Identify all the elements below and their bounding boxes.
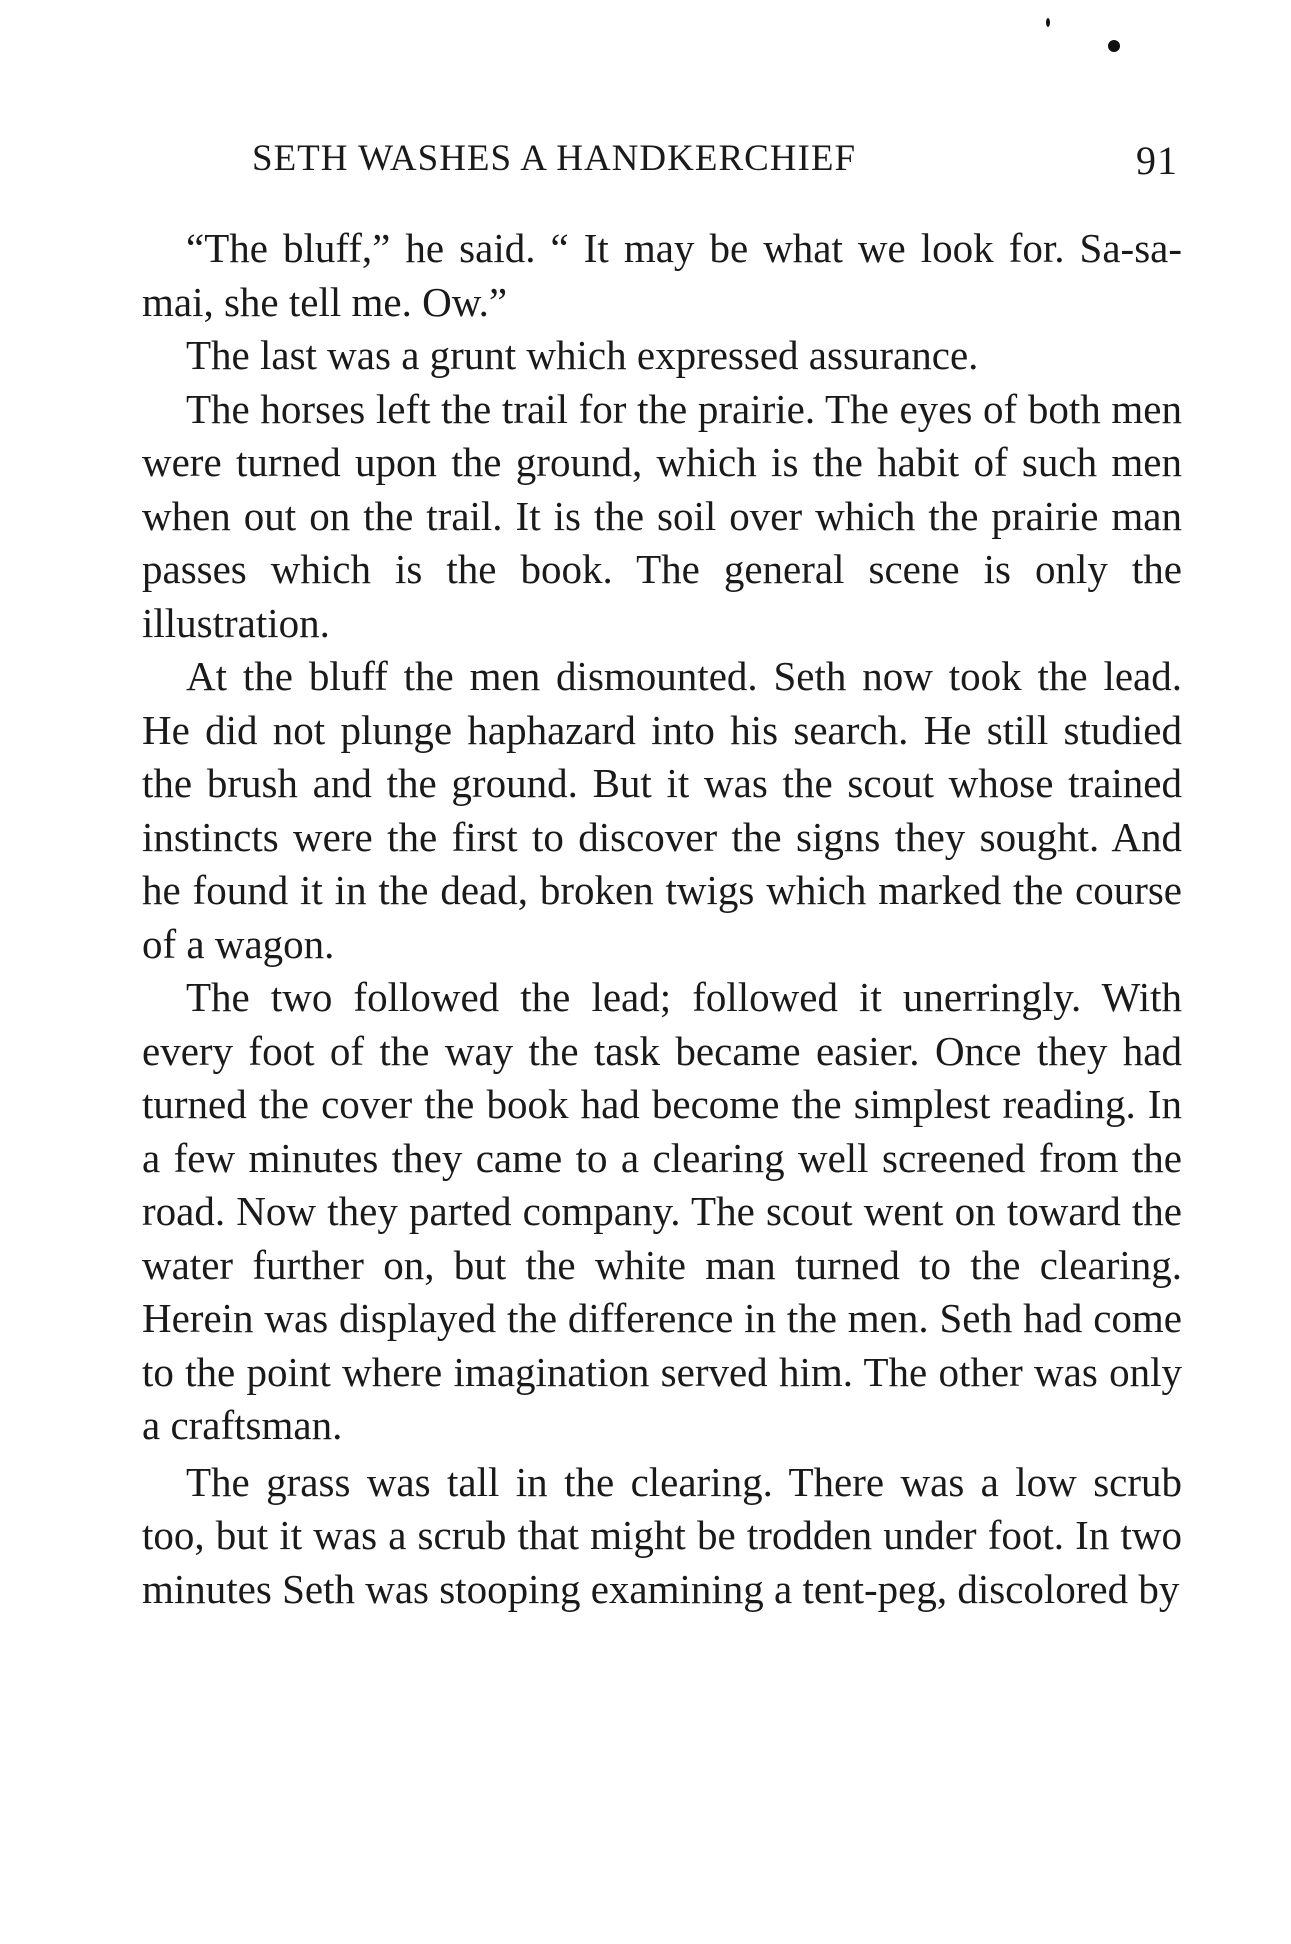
running-title: SETH WASHES A HANDKERCHIEF bbox=[252, 138, 857, 179]
paragraph: The grass was tall in the clearing. There was a low scrub too, but it was a scrub that might be trodden under foot. In two minutes Seth was stooping examining a tent-peg, discolored by bbox=[142, 1458, 1182, 1612]
ink-speck bbox=[1108, 40, 1120, 52]
body-text bbox=[142, 222, 1182, 1616]
ink-speck bbox=[1046, 18, 1050, 27]
paragraph: The horses left the trail for the prairie. The eyes of both men were turned upon the ground, which is the habit of such men when out on the trail. It is the soil over which the prairie man passes which is the book. The general scene is only the illustration. bbox=[142, 385, 1182, 646]
paragraph: The last was a grunt which expressed assurance. bbox=[186, 332, 979, 378]
running-header bbox=[252, 137, 1192, 187]
page-number: 91 bbox=[1136, 138, 1178, 183]
paragraph: At the bluff the men dismounted. Seth now took the lead. He did not plunge haphazard into his search. He still studied the brush and the ground. But it was the scout whose trained instincts were the first to discover the signs they sought. And he found it in the dead, broken twigs which marked the course of a wagon. bbox=[142, 653, 1182, 967]
paragraph: “The bluff,” he said. “ It may be what we look for. Sa-sa-mai, she tell me. Ow.” bbox=[142, 225, 1182, 325]
paragraph: The two followed the lead; followed it unerringly. With every foot of the way the task became easier. Once they had turned the cover the book had become the simplest reading. In a few minutes they came to a clearing well screened from the road. Now they parted company. The scout went on toward the water further on, but the white man turned to the clearing. Herein was displayed the difference in the men. Seth had come to the point where imagination served him. The other was only a craftsman. bbox=[142, 974, 1182, 1448]
